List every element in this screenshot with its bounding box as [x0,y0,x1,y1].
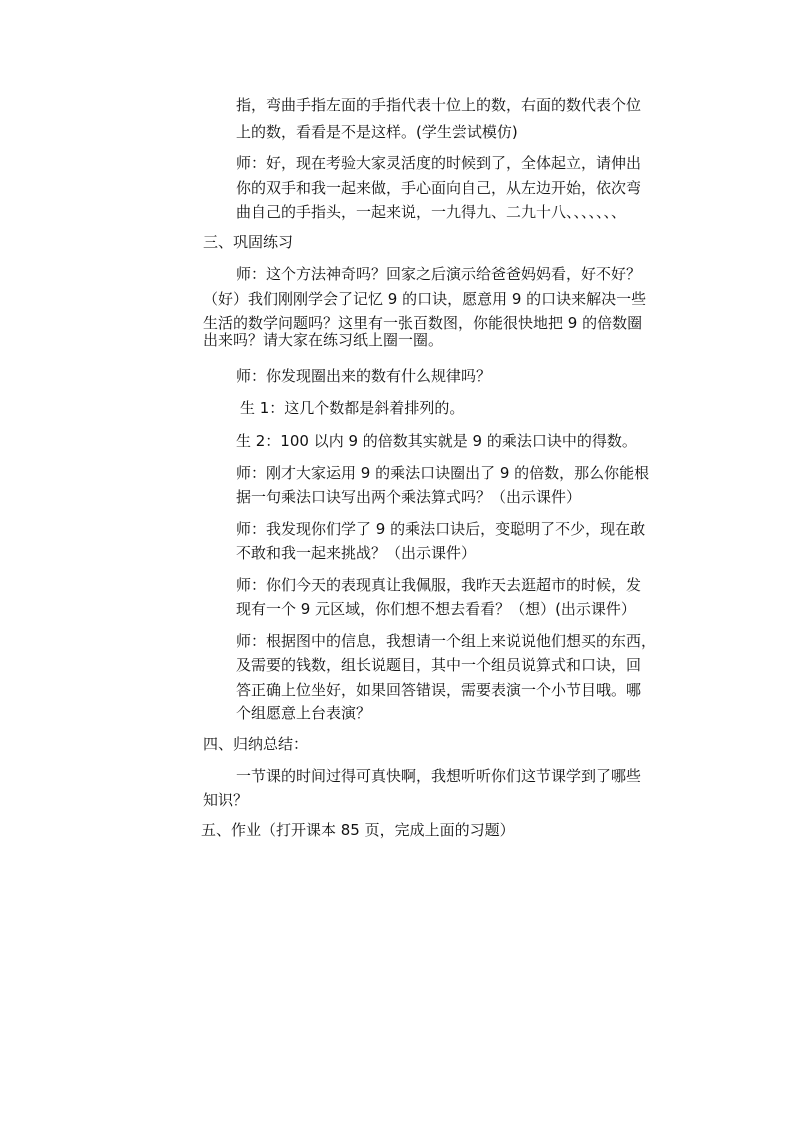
text-line: 答正确上位坐好，如果回答错误，需要表演一个小节目哦。哪 [236,681,642,699]
text-line: 师：好，现在考验大家灵活度的时候到了，全体起立，请伸出 [236,154,642,172]
text-line: 师：刚才大家运用 9 的乘法口诀圈出了 9 的倍数，那么你能根 [236,464,650,482]
text-line: 一节课的时间过得可真快啊，我想听听你们这节课学到了哪些 [236,767,642,785]
text-line: 知识？ [203,791,249,809]
text-line: 上的数，看看是不是这样。(学生尝试模仿) [236,123,518,141]
text-line: 生 1：这几个数都是斜着排列的。 [240,399,465,417]
text-line: 据一句乘法口诀写出两个乘法算式吗？（出示课件） [236,488,582,506]
text-line: 出来吗？请大家在练习纸上圈一圈。 [203,331,444,349]
text-line: 不敢和我一起来挑战？（出示课件） [236,544,477,562]
text-line: 师：这个方法神奇吗？回家之后演示给爸爸妈妈看，好不好？ [236,265,642,283]
section-heading-3: 三、巩固练习 [203,233,294,251]
text-line: 师：你发现圈出来的数有什么规律吗？ [236,367,492,385]
text-line: 师：我发现你们学了 9 的乘法口诀后，变聪明了不少，现在敢 [236,520,646,538]
text-line: 及需要的钱数，组长说题目，其中一个组员说算式和口诀，回 [236,656,642,674]
text-line: 个组愿意上台表演？ [236,704,372,722]
text-line: 指，弯曲手指左面的手指代表十位上的数，右面的数代表个位 [236,96,642,114]
text-line: （好）我们刚刚学会了记忆 9 的口诀，愿意用 9 的口诀来解决一些 [203,290,647,308]
text-line: 师：根据图中的信息，我想请一个组上来说说他们想买的东西， [236,632,657,650]
section-heading-4: 四、归纳总结： [203,735,309,753]
text-line: 生活的数学问题吗？这里有一张百数图，你能很快地把 9 的倍数圈 [203,314,643,332]
text-line: 师：你们今天的表现真让我佩服，我昨天去逛超市的时候，发 [236,576,642,594]
section-heading-5: 五、作业（打开课本 85 页，完成上面的习题） [201,821,515,839]
text-line: 现有一个 9 元区域，你们想不想去看看？（想）(出示课件） [236,600,636,618]
text-line: 你的双手和我一起来做，手心面向自己，从左边开始，依次弯 [236,179,642,197]
text-line: 曲自己的手指头，一起来说，一九得九、二九十八、、、、、、、 [236,203,627,221]
text-line: 生 2：100 以内 9 的倍数其实就是 9 的乘法口诀中的得数。 [236,432,637,450]
